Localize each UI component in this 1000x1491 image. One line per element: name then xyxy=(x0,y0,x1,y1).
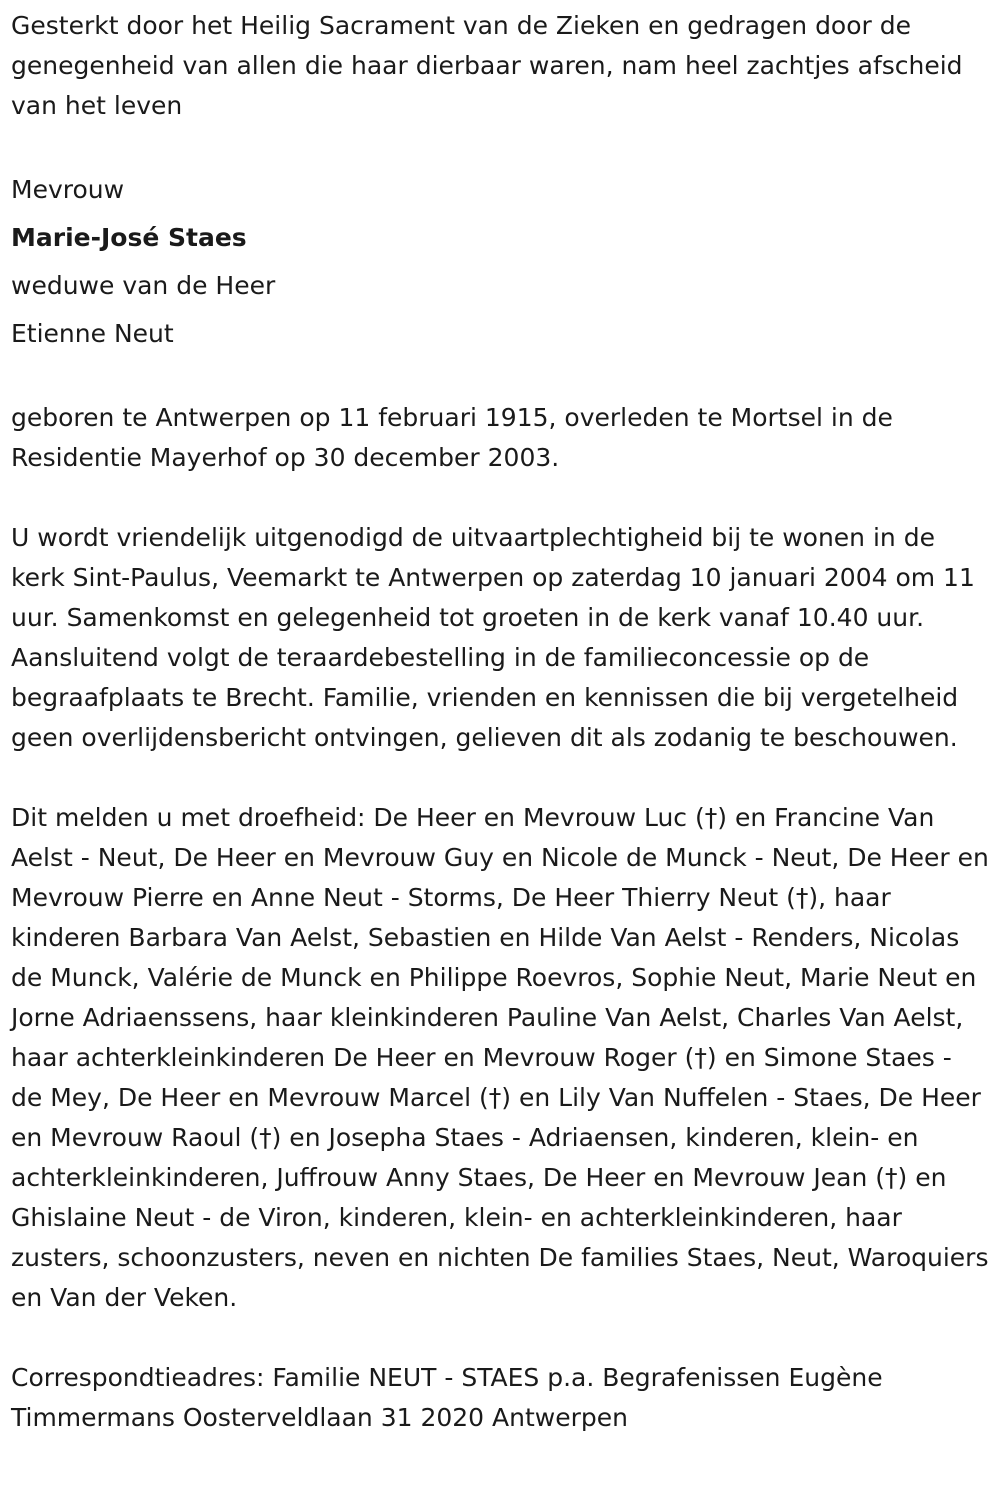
deceased-title: Mevrouw xyxy=(11,175,125,204)
obituary-notice xyxy=(0,6,1000,1438)
correspondence-address: Correspondtieadres: Familie NEUT - STAES p.a. Begrafenissen Eugène Timmermans Oosterveldlaan 31 2020 Antwerpen xyxy=(11,1363,883,1432)
widow-relation: weduwe van de Heer xyxy=(11,271,276,300)
mourners-paragraph: Dit melden u met droefheid: De Heer en Mevrouw Luc (†) en Francine Van Aelst - Neut, De Heer en Mevrouw Guy en Nicole de Munck - Neut, De Heer en Mevrouw Pierre en Anne Neut - Storms, De Heer Thierry Neut (†), haar kinderen Barbara Van Aelst, Sebastien en Hilde Van Aelst - Renders, Nicolas de Munck, Valérie de Munck en Philippe Roevros, Sophie Neut, Marie Neut en Jorne Adriaenssens, haar kleinkinderen Pauline Van Aelst, Charles Van Aelst, haar achterkleinkinderen De Heer en Mevrouw Roger (†) en Simone Staes - de Mey, De Heer en Mevrouw Marcel (†) en Lily Van Nuffelen - Staes, De Heer en Mevrouw Raoul (†) en Josepha Staes - Adriaensen, kinderen, klein- en achterkleinkinderen, Juffrouw Anny Staes, De Heer en Mevrouw Jean (†) en Ghislaine Neut - de Viron, kinderen, klein- en achterkleinkinderen, haar zusters, schoonzusters, neven en nichten De families Staes, Neut, Waroquiers en Van der Veken. xyxy=(11,803,989,1312)
birth-death-paragraph: geboren te Antwerpen op 11 februari 1915, overleden te Mortsel in de Residentie Mayerhof op 30 december 2003. xyxy=(11,403,893,472)
spouse-name: Etienne Neut xyxy=(11,319,174,348)
deceased-block xyxy=(11,166,990,358)
intro-paragraph: Gesterkt door het Heilig Sacrament van de Zieken en gedragen door de genegenheid van allen die haar dierbaar waren, nam heel zachtjes afscheid van het leven xyxy=(11,11,963,120)
deceased-name: Marie-José Staes xyxy=(11,223,247,252)
invitation-paragraph: U wordt vriendelijk uitgenodigd de uitvaartplechtigheid bij te wonen in de kerk Sint-Paulus, Veemarkt te Antwerpen op zaterdag 10 januari 2004 om 11 uur. Samenkomst en gelegenheid tot groeten in de kerk vanaf 10.40 uur. Aansluitend volgt de teraardebestelling in de familieconcessie op de begraafplaats te Brecht. Familie, vrienden en kennissen die bij vergetelheid geen overlijdensbericht ontvingen, gelieven dit als zodanig te beschouwen. xyxy=(11,523,975,752)
